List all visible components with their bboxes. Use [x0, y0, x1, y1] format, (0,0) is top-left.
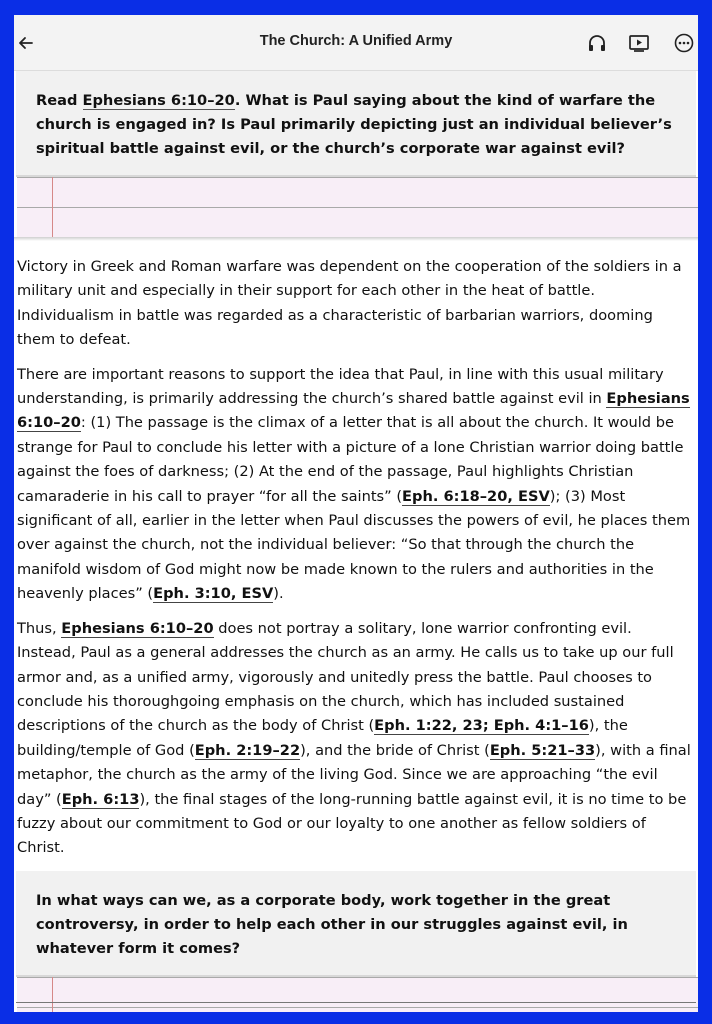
paragraph: There are important reasons to support the idea that Paul, in line with this usual military understanding, is primarily addressing the church’s shared battle against evil in Ephesians 6:10–20: (1) The passage is the climax of a letter that is all about the church. It would be strange for Paul to conclude his letter with a picture of a lone Christian warrior doing battle against the foes of darkness; (2) At the end of the passage, Paul highlights Christian camaraderie in his call to prayer “for all the saints” (Eph. 6:18–20, ESV); (3) Most significant of all, earlier in the letter when Paul discusses the powers of evil, he places them over against the church, not the individual believer: “So that through the church the manifold wisdom of God might now be made known to the rulers and authorities in the heavenly places” (Eph. 3:10, ESV). [17, 365, 691, 603]
scripture-link[interactable]: Eph. 6:13 [61, 790, 140, 808]
scripture-link[interactable]: Eph. 5:21–33 [489, 741, 596, 759]
note-line[interactable] [17, 177, 698, 207]
scripture-link[interactable]: Ephesians 6:10–20 [17, 390, 690, 432]
note-line[interactable] [17, 207, 698, 237]
lesson-body [14, 241, 698, 861]
note-line[interactable] [17, 1007, 698, 1012]
notes-margin-line [52, 977, 53, 1012]
top-bar [14, 15, 698, 71]
notes-margin-line [52, 177, 53, 237]
page-title: The Church: A Unified Army [259, 33, 453, 49]
paragraph: Victory in Greek and Roman warfare was dependent on the cooperation of the soldiers in a military unit and especially in their support for each other in the heat of battle. Individualism in battle was regarded as a characteristic of barbarian warriors, dooming them to defeat. [17, 258, 682, 349]
question-text: Read Ephesians 6:10–20. What is Paul saying about the kind of warfare the church is engaged in? Is Paul primarily depicting just an individual believer’s spiritual battle against evil, or the church’s corporate war against evil? [36, 92, 672, 157]
scripture-link[interactable]: Eph. 1:22, 23; Eph. 4:1–16 [374, 717, 589, 735]
app-window [14, 15, 698, 1012]
question-card [16, 871, 696, 977]
scripture-link[interactable]: Ephesians 6:10–20 [82, 92, 235, 109]
video-play-icon[interactable] [628, 32, 650, 54]
bottom-divider [16, 1002, 696, 1003]
scripture-link[interactable]: Eph. 6:18–20, ESV [402, 487, 550, 505]
scripture-link[interactable]: Ephesians 6:10–20 [61, 619, 214, 637]
question-text: In what ways can we, as a corporate body, work together in the great controversy, in order to help each other in our struggles against evil, in whatever form it comes? [36, 891, 628, 957]
more-options-icon[interactable] [673, 32, 695, 54]
headphones-icon[interactable] [586, 32, 608, 54]
notes-area[interactable] [17, 177, 698, 237]
scripture-link[interactable]: Eph. 2:19–22 [194, 741, 301, 759]
scripture-link[interactable]: Eph. 3:10, ESV [153, 585, 274, 603]
question-card [16, 71, 696, 177]
paragraph: Thus, Ephesians 6:10–20 does not portray a solitary, lone warrior confronting evil. Instead, Paul as a general addresses the church as an army. He calls us to take up our full armor and, as a unified army, vigorously and unitedly press the battle. Paul chooses to conclude his thoroughgoing emphasis on the church, which has included sustained descriptions of the church as the body of Christ (Eph. 1:22, 23; Eph. 4:1–16), the building/temple of God (Eph. 2:19–22), and the bride of Christ (Eph. 5:21–33), with a final metaphor, the church as the army of the living God. Since we are approaching “the evil day” (Eph. 6:13), the final stages of the long-running battle against evil, it is no time to be fuzzy about our commitment to God or our loyalty to one another as fellow soldiers of Christ. [17, 619, 691, 857]
notes-area[interactable] [17, 977, 698, 1012]
